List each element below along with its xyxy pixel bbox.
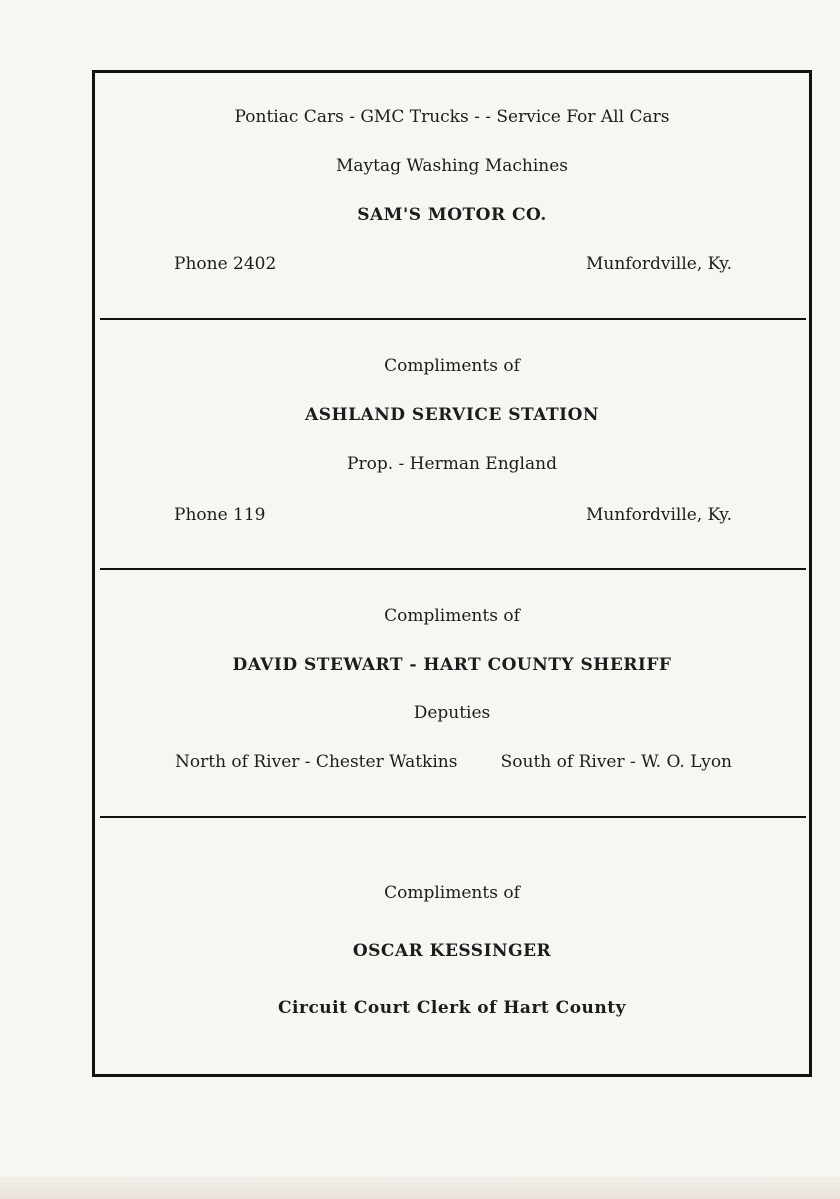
ad3-south-deputy: South of River - W. O. Lyon [500, 752, 732, 772]
ad4-intro: Compliments of [384, 883, 520, 903]
ad3-intro: Compliments of [384, 606, 520, 626]
ad3-sheriff-name: DAVID STEWART - HART COUNTY SHERIFF [232, 655, 672, 675]
ad4-clerk-title: Circuit Court Clerk of Hart County [278, 998, 626, 1018]
ad2-location: Munfordville, Ky. [586, 505, 732, 525]
ad1-maytag-line: Maytag Washing Machines [335, 156, 569, 176]
ad2-intro: Compliments of [384, 356, 520, 376]
ad2-phone: Phone 119 [174, 505, 266, 525]
ad1-location: Munfordville, Ky. [586, 254, 732, 274]
divider-3 [100, 816, 806, 818]
ad1-services-line: Pontiac Cars - GMC Trucks - - Service For All Cars [234, 107, 670, 127]
ad1-business-name: SAM'S MOTOR CO. [357, 205, 547, 225]
ad2-business-name: ASHLAND SERVICE STATION [305, 405, 599, 425]
ad3-north-deputy: North of River - Chester Watkins [175, 752, 458, 772]
page-bottom-edge [0, 1177, 840, 1199]
ad2-proprietor: Prop. - Herman England [347, 454, 557, 474]
ad4-clerk-name: OSCAR KESSINGER [352, 941, 552, 961]
divider-1 [100, 318, 806, 320]
ad1-phone: Phone 2402 [174, 254, 277, 274]
divider-2 [100, 568, 806, 570]
ad3-deputies-heading: Deputies [413, 703, 491, 723]
